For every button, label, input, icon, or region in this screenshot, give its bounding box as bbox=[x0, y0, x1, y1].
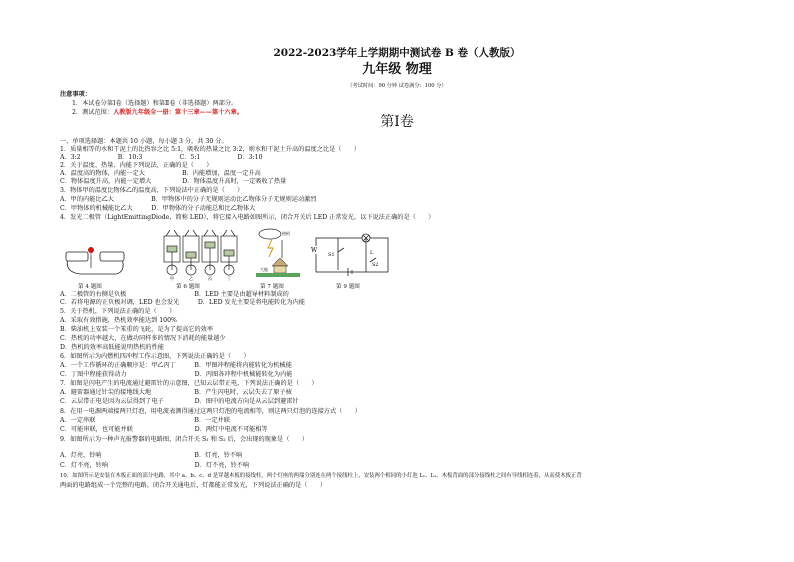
engine-label: 乙 bbox=[189, 276, 193, 281]
led-circuit-figure bbox=[60, 228, 132, 280]
lamp-label: L bbox=[370, 250, 374, 256]
question-line: 2．关于温度、热量、内能下列说法，正确的是（ ） bbox=[60, 162, 213, 169]
question-line: C．丁图中程能获得动力 D．丙图各冲程中机械能转化为内能 bbox=[60, 371, 293, 378]
alarm-circuit-figure bbox=[310, 230, 394, 280]
exam-subtitle: 九年级 物理 bbox=[362, 62, 432, 77]
engine-label: 丙 bbox=[208, 276, 212, 281]
question-line: A．避雷器通过针尖的接地线大地 B．产生闪电时，云层失去了原子核 bbox=[60, 389, 292, 396]
section-title: 第Ⅰ卷 bbox=[380, 114, 414, 130]
question-line: 9．如图所示为一种声光报警器的电路图，闭合开关 S₁ 和 S₂ 后，会出现的现象是（ ） bbox=[60, 436, 308, 443]
question-line: A．采取有效措施，热机效率能达到 100% bbox=[60, 317, 177, 324]
notes-item-2-range: 人教版九年级全一册：第十三章——第十六章。 bbox=[113, 109, 243, 116]
notes-heading: 注意事项： bbox=[60, 91, 91, 98]
question-line: 8．在用一电源两端接两只灯泡，用电流表测得通过这两只灯泡的电流相等，则这两只灯泡的连接方式（ ） bbox=[60, 408, 361, 415]
figure-caption: 第 7 题图 bbox=[260, 284, 284, 290]
question-line: A．一个工作循环的正确顺序是：甲乙丙丁 B．甲图冲程能将内能转化为机械能 bbox=[60, 362, 292, 369]
bell-label: W bbox=[311, 247, 318, 254]
question-line: C．云层带正电是因为云层得到了电子 D．图中的电流方向是从云层到避雷针 bbox=[60, 398, 299, 405]
figure-caption: 第 9 题图 bbox=[336, 284, 360, 290]
question-line: C．灯不亮，铃响 D．灯不亮，铃不响 bbox=[60, 462, 250, 469]
question-line: 10．如图所示是安装在木板正面的部分电路，其中 a、b、c、d 是穿越木板的接线柱，两个灯座的两端分别连在两个接线柱上，安装两个相同的小灯泡 L₁、L₂，木板背面的部分接线柱之间有导线相连着，从而使木板正背 bbox=[60, 473, 582, 479]
notes-item-2-prefix: 2．测试范围： bbox=[72, 109, 114, 116]
exam-meta: （考试时间：90 分钟 试卷满分：100 分） bbox=[347, 83, 447, 89]
question-line: 6．如图所示为内燃机四冲程工作示意图，下列说法正确的是（ ） bbox=[60, 353, 250, 360]
question-line: C．物体温度升高，内能一定增大 D．物体温度升高时，一定吸收了热量 bbox=[60, 178, 287, 185]
question-line: A．温度高的物体，内能一定大 B．内能增加，温度一定升高 bbox=[60, 170, 261, 177]
engine-label: 甲 bbox=[170, 276, 174, 281]
question-line: 7．如图是闪电产生的电流通过避雷针的示意图，已知云层带正电，下列说法正确的是（ ） bbox=[60, 380, 318, 387]
question-line: 4．发光二极管（LightEmittingDiode，简称 LED），将它接入电路如图所示，闭合开关后 LED 正常发光，以下说法正确的是（ ） bbox=[60, 214, 435, 221]
question-line: A．灯亮，铃响 B．灯亮，铃不响 bbox=[60, 452, 243, 459]
question-line: A．甲的内能比乙大 B．甲物体中的分子无规则运动比乙物体分子无规则运动激烈 bbox=[60, 196, 317, 203]
question-line: A．一定串联 B．一定并联 bbox=[60, 417, 230, 424]
question-line: 一、单项选择题：本题共 10 小题，每小题 3 分，共 30 分。 bbox=[60, 138, 228, 145]
engine-strokes-figure bbox=[160, 226, 242, 282]
question-line: C．热机的功率越大，在做功同样多的情况下消耗的能量越少 bbox=[60, 335, 226, 342]
question-line: A．二极管的右侧是负极 B．LED 主要是由超导材料制成的 bbox=[60, 291, 289, 298]
switch-1-label: S1 bbox=[328, 252, 335, 258]
question-line: 5．关于热机，下列说法正确的是（ ） bbox=[60, 308, 176, 315]
question-line: D．热机的效率高低能说明热机的性能 bbox=[60, 344, 164, 351]
lightning-rod-figure bbox=[256, 226, 300, 278]
switch-2-label: S2 bbox=[372, 262, 379, 268]
notes-item-2 bbox=[72, 109, 243, 117]
question-line: 两面的电路组成一个完整的电路。闭合开关通电后，灯都能正常发光，下列说法正确的是（ ） bbox=[60, 482, 327, 489]
question-line: C．可能串联，也可能并联 D．两灯中电流不可能相等 bbox=[60, 426, 268, 433]
notes-item-1: 1．本试卷分第Ⅰ卷（选择题）和第Ⅱ卷（非选择题）两部分。 bbox=[72, 100, 238, 107]
exam-title: 2022-2023学年上学期期中测试卷 B 卷（人教版） bbox=[273, 47, 521, 59]
question-line: 1．质量相等的水和干泥土的比热容之比 5:1，吸收的热量之比 3:2，则水和干泥土升高的温度之比是（ ） bbox=[60, 146, 361, 153]
question-line: 3．物体甲的温度比物体乙的温度高，下列说法中正确的是（ ） bbox=[60, 187, 244, 194]
question-line: A．3:2 B．10:3 C．5:1 D．3:10 bbox=[60, 154, 263, 161]
question-line: B．柴油机上安装一个笨重的飞轮，是为了提高它的效率 bbox=[60, 326, 214, 333]
fig7-ground-label: 大地 bbox=[260, 267, 268, 272]
question-line: C．若将电源的正负极对调，LED 也会发光 D．LED 发光主要是将电能转化为内能 bbox=[60, 299, 305, 306]
question-line: C．甲物体的机械能比乙大 D．甲物体的分子动能总和比乙物体大 bbox=[60, 205, 256, 212]
figure-caption: 第 6 题图 bbox=[176, 284, 200, 290]
fig7-top-label: 热机 bbox=[282, 231, 290, 236]
engine-label: 丁 bbox=[227, 276, 231, 281]
figure-caption: 第 4 题图 bbox=[78, 284, 102, 290]
